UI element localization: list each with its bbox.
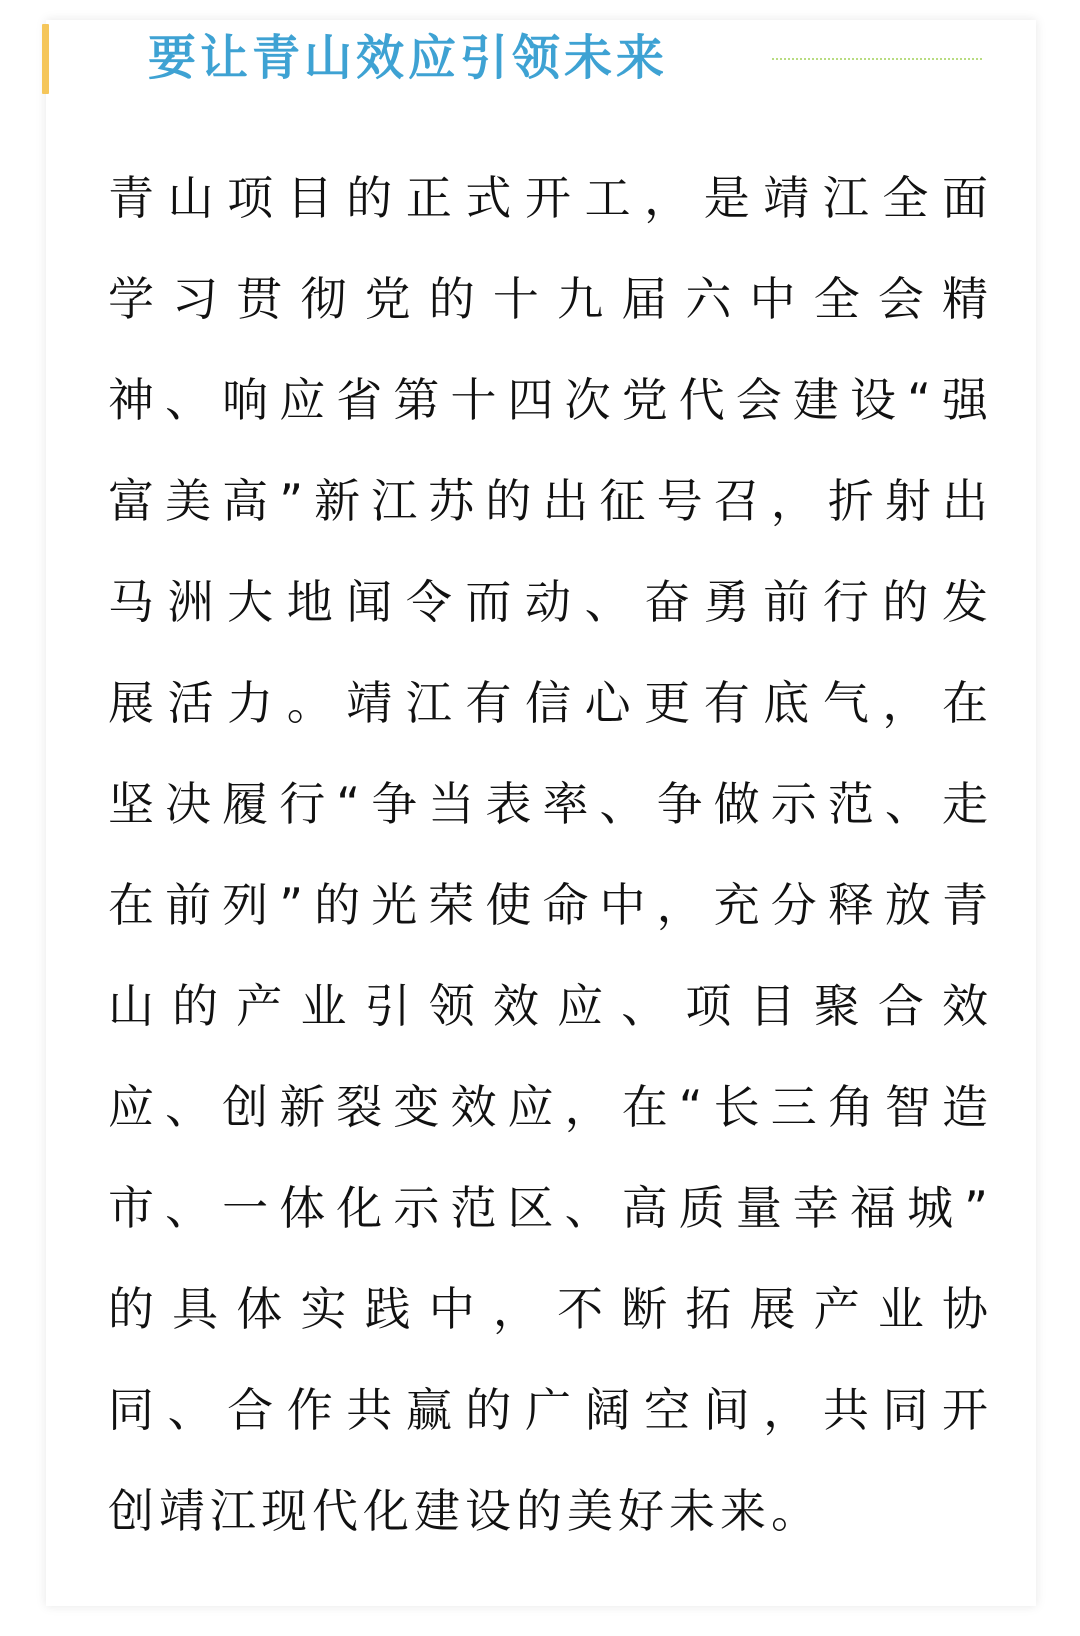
paragraph-line: 在前列”的光荣使命中，充分释放青 (108, 878, 988, 932)
paragraph-line: 同、合作共赢的广阔空间，共同开 (108, 1383, 988, 1437)
paragraph-line: 山的产业引领效应、项目聚合效 (108, 979, 988, 1033)
paragraph-line: 展活力。靖江有信心更有底气，在 (108, 676, 988, 730)
paragraph-line: 马洲大地闻令而动、奋勇前行的发 (108, 575, 988, 629)
paragraph-line: 的具体实践中，不断拓展产业协 (108, 1282, 988, 1336)
paragraph-line: 学习贯彻党的十九届六中全会精 (108, 272, 988, 326)
section-accent-bar (42, 24, 49, 94)
paragraph-line: 市、一体化示范区、高质量幸福城” (108, 1181, 988, 1235)
article-body (108, 148, 988, 1562)
paragraph-line: 富美高”新江苏的出征号召，折射出 (108, 474, 988, 528)
title-dotted-divider (772, 58, 982, 60)
paragraph-line: 青山项目的正式开工，是靖江全面 (108, 171, 988, 225)
section-title: 要让青山效应引领未来 (148, 30, 669, 86)
paragraph-line-last: 创靖江现代化建设的美好未来。 (108, 1484, 822, 1538)
paragraph-line: 坚决履行“争当表率、争做示范、走 (108, 777, 988, 831)
paragraph-line: 应、创新裂变效应，在“长三角智造 (108, 1080, 988, 1134)
paragraph-line: 神、响应省第十四次党代会建设“强 (108, 373, 988, 427)
